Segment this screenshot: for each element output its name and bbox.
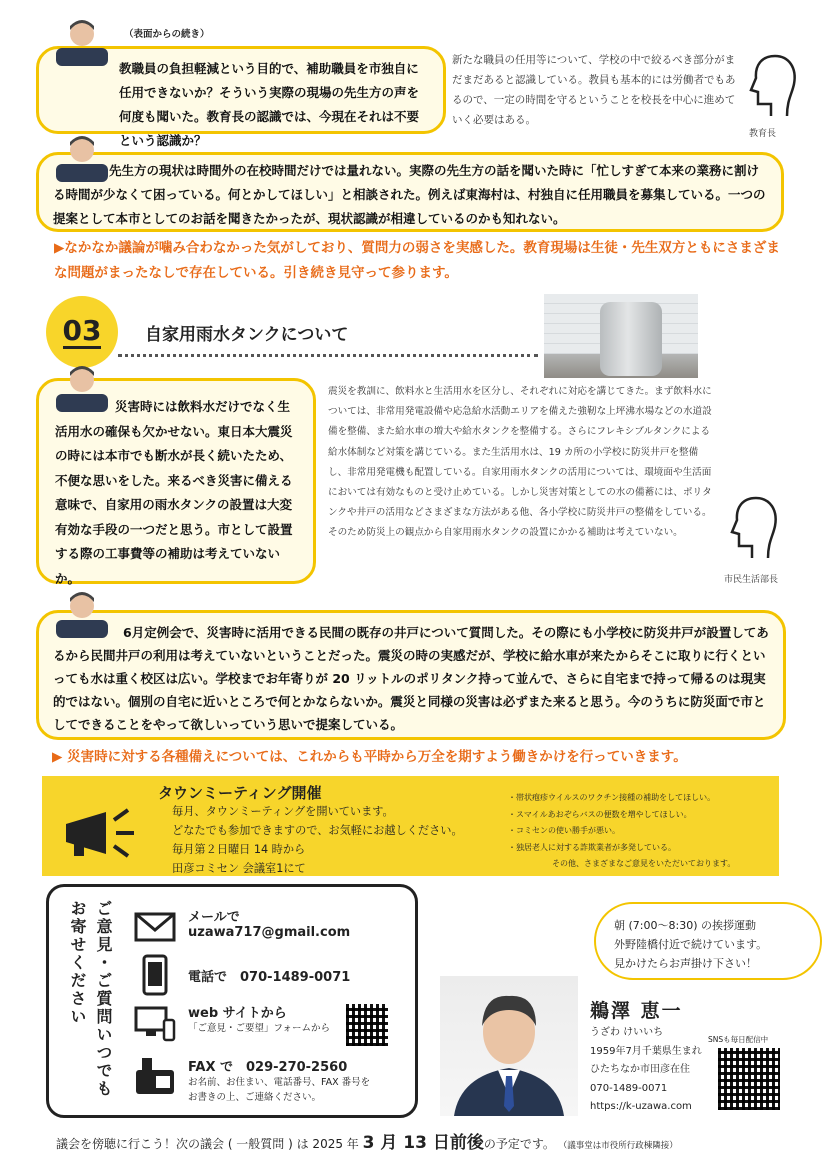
education-chief-silhouette-icon: [745, 50, 805, 120]
fax-label: FAX で 029-270-2560: [188, 1060, 348, 1075]
sns-label: SNSも毎日配信中: [708, 1035, 769, 1044]
townmeeting-title: タウンミーティング開催: [158, 784, 322, 802]
footer-suffix: の予定です。: [483, 1137, 555, 1151]
contact-web[interactable]: [134, 1002, 330, 1044]
footer-date: 3 月 13 日前後: [362, 1133, 484, 1153]
townmeeting-opinions: [508, 790, 735, 873]
question-bubble-2: [36, 152, 784, 232]
section-title: 自家用雨水タンクについて: [145, 325, 349, 345]
contact-phone[interactable]: [134, 954, 350, 996]
greeting-line-3: 見かけたらお声掛け下さい！: [614, 957, 757, 970]
mail-address[interactable]: uzawa717@gmail.com: [188, 925, 351, 940]
question-1-text: 教職員の負担軽減という目的で、補助職員を市独自に任用できないか？そういう実際の現場の先生方の声を何度も聞いた。教育長の認識では、今現在それは不要という認識か？: [119, 61, 420, 148]
profile-url[interactable]: https://k-uzawa.com: [590, 1101, 692, 1112]
profile-born: 1959年7月千葉県生まれ: [590, 1045, 702, 1057]
mail-icon: [134, 906, 176, 948]
portrait-figure: [440, 976, 578, 1116]
footer-prefix: 議会を傍聴に行こう！次の議会 ( 一般質問 ) は 2025 年: [56, 1137, 359, 1151]
greeting-bubble: [594, 902, 822, 980]
townmeeting-line: 田彦コミセン 会議室1にて: [172, 862, 306, 875]
citizen-life-chief-silhouette-icon: [726, 492, 786, 562]
section-number-badge: [46, 296, 118, 368]
note-1: ▶なかなか議論が噛み合わなかった気がしており、質問力の弱さを実感した。教育現場は生徒・先生双方ともにさまざまな問題がまったなしで存在している。引き続き見守って参ります。: [54, 240, 780, 281]
question-4-text: 6月定例会で、災害時に活用できる民間の既存の井戸について質問した。その際にも小学校に防災井戸が設置してあるから民間井戸の利用は考えていないということだった。震災の時の実感だが、学校に給水車が来たからそこに取りに行くといっても水は重く校区は広い。学校までお年寄りが 20 リットルのポリタンク持って並んで、さらに自宅まで持って帰るのは現実的ではない。個別の自宅に近いところで何とかならないか。震災と同様の災害は必ずまた来ると思う。今のうちに防災面で市としてできることをやって欲しいっていう思いで提案している。: [53, 625, 769, 732]
greeting-line-1: 朝 (7:00〜8:30) の挨拶運動: [614, 919, 756, 932]
profile-residence: ひたちなか市田彦在住: [590, 1064, 690, 1075]
question-2-text: 先生方の現状は時間外の在校時間だけでは量れない。実際の先生方の話を聞いた時に「忙しすぎて本来の業務に割ける時間が少なくて困っている。何とかしてほしい」と相談された。例えば東海村は、村独自に任用職員を募集している。一つの提案として本市としてのお話を聞きたかったが、現状認識が相違しているのかも知れない。: [53, 163, 766, 226]
web-sub: 「ご意見・ご要望」フォームから: [188, 1023, 331, 1034]
phone-icon: [134, 954, 176, 996]
answer-1-role: 教育長: [749, 129, 777, 139]
member-face-icon: [56, 14, 108, 66]
rain-tank-photo: [544, 294, 698, 378]
contact-mail[interactable]: [134, 906, 350, 948]
note-2: ▶ 災害時に対する各種備えについては、これからも平時から万全を期すよう働きかけを行っていきます。: [52, 749, 687, 765]
question-3-text: 災害時には飲料水だけでなく生活用水の確保も欠かせない。東日本大震災の時には本市でも断水が長く続いたため、不便な思いをした。来るべき災害に備える意味で、自家用の雨水タンクの設置は大変有効な手段の一つだと思う。市として設置する際の工事費等の補助は考えていないか。: [55, 399, 293, 586]
section-number: 03: [62, 313, 102, 347]
fax-icon: [134, 1056, 176, 1098]
web-qr-code[interactable]: [346, 1004, 388, 1046]
section-divider: [118, 354, 538, 357]
opinion-item: ・帯状疱疹ウイルスのワクチン接種の補助をしてほしい。: [508, 793, 716, 802]
sns-qr-code[interactable]: [718, 1048, 780, 1110]
computer-icon: [134, 1002, 176, 1044]
contact-heading-line-1: ご意見・ご質問いつでも: [94, 900, 113, 1098]
townmeeting-line: 毎月第２日曜日 14 時から: [172, 843, 306, 856]
megaphone-icon: [58, 800, 148, 864]
answer-3-text: 震災を教訓に、飲料水と生活用水を区分し、それぞれに対応を講じてきた。まず飲料水については、非常用発電設備や応急給水活動エリアを備えた強靭な上坪沸水場などの水道設備を整備、また給水車の増大や給水タンクを整備する。さらにフレキシブルタンクによる給水体制など対策を講じている。また生活用水は、19 カ所の小学校に防災井戸を整備し、非常用発電機も配置している。自家用雨水タンクの活用については、環境面や生活面においては有効なものと受け止めている。しかし災害対策としての水の備蓄には、ポリタンクや井戸の活用などさまざまな方法がある他、各小学校に防災井戸の整備をしている。そのため防災上の観点から自家用雨水タンクの設置にかかる補助は考えていない。: [328, 386, 712, 539]
profile-details: [590, 1024, 702, 1117]
opinion-item: ・コミセンの使い勝手が悪い。: [508, 826, 620, 835]
opinion-item: ・独居老人に対する詐欺業者が多発している。: [508, 842, 676, 852]
footer: [56, 1128, 678, 1153]
profile-name: 鵜澤 恵一: [590, 1000, 683, 1022]
answer-3-role: 市民生活部長: [724, 575, 779, 585]
web-label: web サイトから: [188, 1006, 287, 1021]
contact-heading: [64, 900, 116, 1110]
member-face-icon: [56, 586, 108, 638]
townmeeting-line: 毎月、タウンミーティングを開いています。: [172, 805, 394, 818]
phone-label[interactable]: 電話で 070-1489-0071: [188, 970, 351, 985]
footer-note: （議事堂は市役所行政棟隣接）: [558, 1141, 678, 1151]
continued-label: （表面からの続き）: [124, 29, 210, 40]
profile-phone: 070-1489-0071: [590, 1082, 668, 1094]
townmeeting-lines: [172, 802, 463, 878]
opinion-item: ・スマイルあおぞらバスの便数を増やしてほしい。: [508, 809, 692, 819]
answer-1-text: 新たな職員の任用等について、学校の中で絞るべき部分がまだまだあると認識している。教員も基本的には労働者でもあるので、一定の時間を守るということを校長を中心に進めていく必要はある。: [452, 54, 736, 126]
contact-heading-line-2: お寄せください: [68, 900, 87, 1026]
question-bubble-4: [36, 610, 786, 740]
mail-label: メールで: [188, 910, 240, 925]
profile-reading: うざわ けいいち: [590, 1027, 664, 1038]
contact-fax[interactable]: [134, 1056, 370, 1105]
fax-sub-1: お名前、お住まい、電話番号、FAX 番号を: [188, 1077, 371, 1088]
greeting-line-2: 外野陸橋付近で続けています。: [614, 938, 768, 951]
townmeeting-line: どなたでも参加できますので、お気軽にお越しください。: [172, 824, 463, 837]
member-face-icon: [56, 130, 108, 182]
member-face-icon: [56, 360, 108, 412]
fax-sub-2: お書きの上、ご連絡ください。: [188, 1092, 322, 1103]
opinion-closing: その他、さまざまなご意見をいただいております。: [552, 859, 736, 868]
candidate-portrait: [440, 976, 578, 1116]
